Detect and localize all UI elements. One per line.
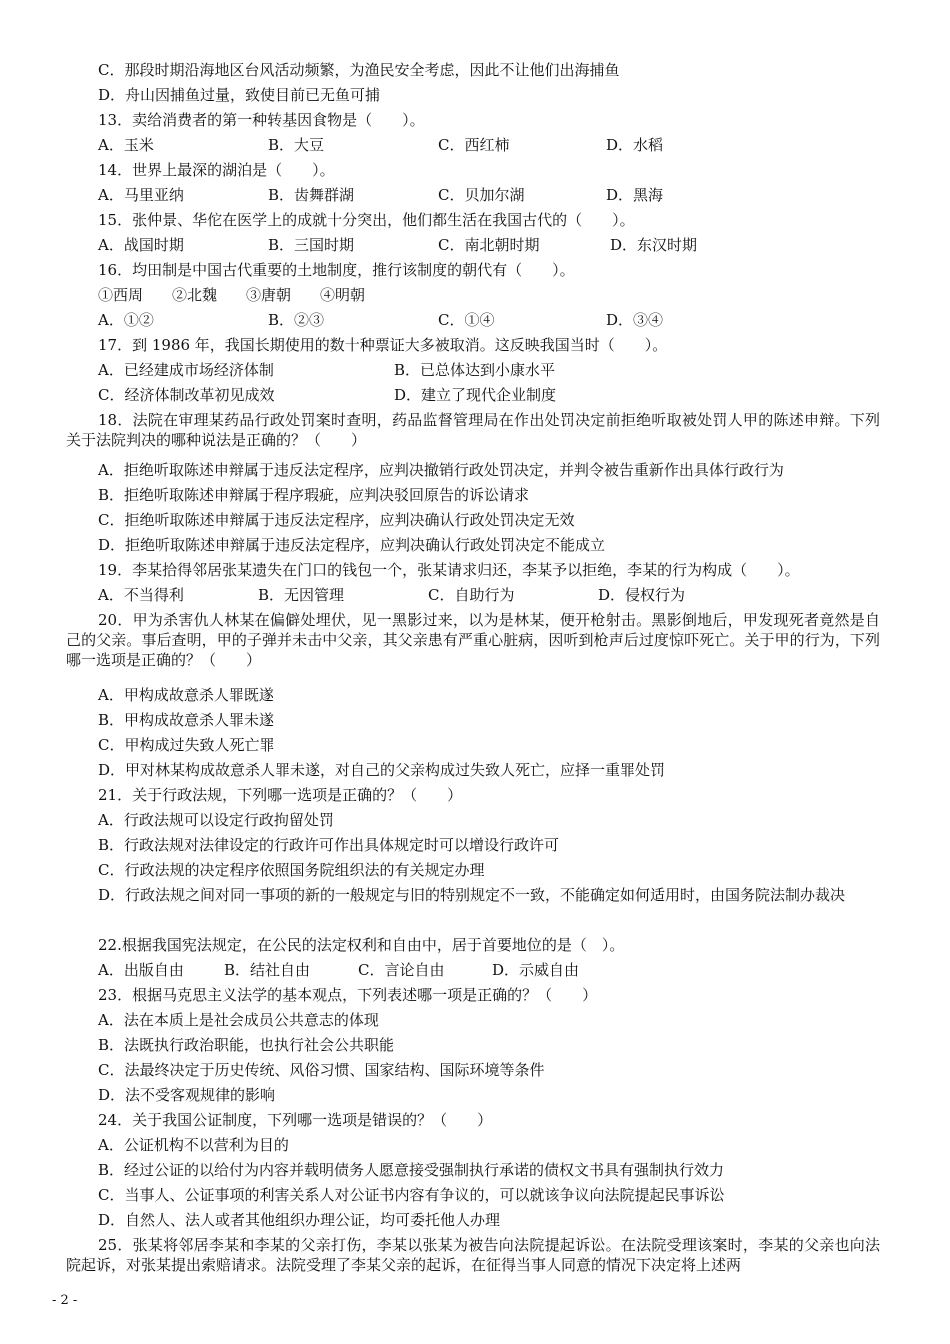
q13-options <box>98 135 663 155</box>
q14-option-c: C．贝加尔湖 <box>438 186 525 204</box>
q13-option-c: C．西红柿 <box>438 136 510 154</box>
q16-option-c: C．①④ <box>438 311 495 329</box>
q13-option-b: B．大豆 <box>268 136 325 154</box>
q20-option-d: D．甲对林某构成故意杀人罪未遂，对自己的父亲构成过失致人死亡，应择一重罪处罚 <box>98 761 666 779</box>
q18-option-a: A．拒绝听取陈述申辩属于违反法定程序，应判决撤销行政处罚决定，并判令被告重新作出具体行政行为 <box>98 461 784 479</box>
q20-option-b: B．甲构成故意杀人罪未遂 <box>98 711 275 729</box>
q19-option-a: A．不当得利 <box>98 586 184 604</box>
q13-stem: 13．卖给消费者的第一种转基因食物是（ ）。 <box>98 111 425 129</box>
q12-option-c: C．那段时期沿海地区台风活动频繁，为渔民安全考虑，因此不让他们出海捕鱼 <box>98 61 620 79</box>
q21-option-d: D．行政法规之间对同一事项的新的一般规定与旧的特别规定不一致，不能确定如何适用时，由国务院法制办裁决 <box>98 886 846 904</box>
q16-item-1: ①西周 <box>98 286 144 304</box>
q18-option-b: B．拒绝听取陈述申辩属于程序瑕疵，应判决驳回原告的诉讼请求 <box>98 486 530 504</box>
q19-stem: 19．李某拾得邻居张某遗失在门口的钱包一个，张某请求归还，李某予以拒绝，李某的行为构成（ ）。 <box>98 561 800 579</box>
q12-option-d: D．舟山因捕鱼过量，致使目前已无鱼可捕 <box>98 86 381 104</box>
page-number: - 2 - <box>52 1293 78 1308</box>
q18-option-d: D．拒绝听取陈述申辩属于违反法定程序，应判决确认行政处罚决定不能成立 <box>98 536 606 554</box>
q16-options <box>98 310 663 330</box>
q17-options-row2 <box>98 385 556 405</box>
q23-option-a: A．法在本质上是社会成员公共意志的体现 <box>98 1011 379 1029</box>
q15-stem: 15．张仲景、华佗在医学上的成就十分突出，他们都生活在我国古代的（ ）。 <box>98 211 635 229</box>
q16-option-d: D．③④ <box>606 311 664 329</box>
q19-option-c: C．自助行为 <box>428 586 515 604</box>
q23-option-d: D．法不受客观规律的影响 <box>98 1086 276 1104</box>
q16-option-a: A．①② <box>98 311 154 329</box>
q22-option-c: C．言论自由 <box>358 961 445 979</box>
q22-option-a: A．出版自由 <box>98 961 184 979</box>
q17-options-row1 <box>98 360 555 380</box>
q18-stem: 18．法院在审理某药品行政处罚案时查明，药品监督管理局在作出处罚决定前拒绝听取被处罚人甲的陈述申辩。下列关于法院判决的哪种说法是正确的？（ ） <box>66 411 880 449</box>
q22-options <box>98 960 579 980</box>
q14-option-a: A．马里亚纳 <box>98 186 184 204</box>
q14-stem: 14．世界上最深的湖泊是（ ）。 <box>98 161 335 179</box>
q24-option-c: C．当事人、公证事项的利害关系人对公证书内容有争议的，可以就该争议向法院提起民事诉讼 <box>98 1186 725 1204</box>
q16-stem: 16．均田制是中国古代重要的土地制度，推行该制度的朝代有（ ）。 <box>98 261 575 279</box>
q25-stem: 25．张某将邻居李某和李某的父亲打伤，李某以张某为被告向法院提起诉讼。在法院受理该案时，李某的父亲也向法院起诉，对张某提出索赔请求。法院受理了李某父亲的起诉，在征得当事人同意的情况下决定将上述两 <box>66 1236 880 1274</box>
q24-option-a: A．公证机构不以营利为目的 <box>98 1136 289 1154</box>
q24-stem: 24．关于我国公证制度，下列哪一选项是错误的？（ ） <box>98 1111 493 1129</box>
q19-option-b: B．无因管理 <box>258 586 345 604</box>
q20-option-c: C．甲构成过失致人死亡罪 <box>98 736 275 754</box>
q19-options <box>98 585 685 605</box>
q21-option-b: B．行政法规对法律设定的行政许可作出具体规定时可以增设行政许可 <box>98 836 560 854</box>
q18-option-c: C．拒绝听取陈述申辩属于违反法定程序，应判决确认行政处罚决定无效 <box>98 511 575 529</box>
q14-option-d: D．黑海 <box>606 186 664 204</box>
q13-option-d: D．水稻 <box>606 136 664 154</box>
q21-stem: 21．关于行政法规，下列哪一选项是正确的？（ ） <box>98 786 463 804</box>
q15-option-c: C．南北朝时期 <box>438 236 540 254</box>
q24-option-d: D．自然人、法人或者其他组织办理公证，均可委托他人办理 <box>98 1211 501 1229</box>
q17-option-c: C．经济体制改革初见成效 <box>98 386 275 404</box>
q15-option-a: A．战国时期 <box>98 236 184 254</box>
q19-option-d: D．侵权行为 <box>598 586 686 604</box>
q20-option-a: A．甲构成故意杀人罪既遂 <box>98 686 274 704</box>
q21-option-a: A．行政法规可以设定行政拘留处罚 <box>98 811 334 829</box>
q23-option-c: C．法最终决定于历史传统、风俗习惯、国家结构、国际环境等条件 <box>98 1061 545 1079</box>
q17-option-a: A．已经建成市场经济体制 <box>98 361 274 379</box>
q17-option-b: B．已总体达到小康水平 <box>394 361 556 379</box>
q23-stem: 23．根据马克思主义法学的基本观点，下列表述哪一项是正确的？（ ） <box>98 986 598 1004</box>
q22-stem: 22.根据我国宪法规定，在公民的法定权利和自由中，居于首要地位的是（ ）。 <box>98 936 625 954</box>
q23-option-b: B．法既执行政治职能，也执行社会公共职能 <box>98 1036 395 1054</box>
q24-option-b: B．经过公证的以给付为内容并载明债务人愿意接受强制执行承诺的债权文书具有强制执行效力 <box>98 1161 725 1179</box>
q17-option-d: D．建立了现代企业制度 <box>394 386 557 404</box>
q16-item-3: ③唐朝 <box>246 286 292 304</box>
q16-item-4: ④明朝 <box>320 286 366 304</box>
q17-stem: 17．到 1986 年，我国长期使用的数十种票证大多被取消。这反映我国当时（ ）。 <box>98 336 668 354</box>
q16-option-b: B．②③ <box>268 311 325 329</box>
q16-items <box>98 285 365 305</box>
q13-option-a: A．玉米 <box>98 136 154 154</box>
q22-option-b: B．结社自由 <box>224 961 311 979</box>
q22-option-d: D．示威自由 <box>492 961 580 979</box>
q15-option-b: B．三国时期 <box>268 236 355 254</box>
q14-options <box>98 185 663 205</box>
q14-option-b: B．齿舞群湖 <box>268 186 355 204</box>
q20-stem: 20．甲为杀害仇人林某在偏僻处埋伏，见一黑影过来，以为是林某，便开枪射击。黑影倒地后，甲发现死者竟然是自己的父亲。事后查明，甲的子弹并未击中父亲，其父亲患有严重心脏病，因听到枪声后过度惊吓死亡。关于甲的行为，下列哪一选项是正确的？（ ） <box>66 611 880 669</box>
q21-option-c: C．行政法规的决定程序依照国务院组织法的有关规定办理 <box>98 861 485 879</box>
q15-option-d: D．东汉时期 <box>610 236 698 254</box>
q16-item-2: ②北魏 <box>172 286 218 304</box>
q15-options <box>98 235 697 255</box>
